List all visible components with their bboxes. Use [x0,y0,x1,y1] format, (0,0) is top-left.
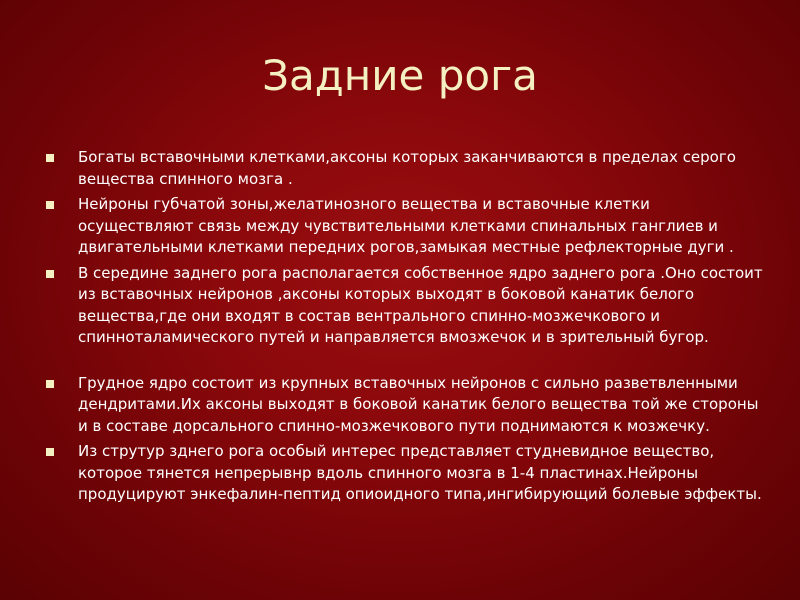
bullet-item [46,147,766,190]
bullet-item [46,373,766,438]
bullet-list [46,147,766,510]
square-bullet-icon [46,380,54,388]
bullet-item [46,263,766,349]
bullet-text: В середине заднего рога располагается собственное ядро заднего рога .Оно состоит из вставочных нейронов ,аксоны которых выходят в боковой канатик белого вещества,где они входят в состав вентрального спинно-мозжечкового и спинноталамического путей и направляется вмозжечок и в зрительный бугор. [78,263,763,346]
square-bullet-icon [46,154,54,162]
bullet-item [46,194,766,259]
bullet-text: Богаты вставочными клетками,аксоны которых заканчиваются в пределах серого вещества спинного мозга . [78,148,736,188]
square-bullet-icon [46,201,54,209]
square-bullet-icon [46,270,54,278]
bullet-text: Грудное ядро состоит из крупных вставочных нейронов с сильно разветвленными дендритами.Их аксоны выходят в боковой канатик белого вещества той же стороны и в составе дорсального спинно-мозжечкового пути поднимаются к мозжечку. [78,373,759,435]
square-bullet-icon [46,448,54,456]
bullet-text: Из струтур здн​его рога особый интерес представляет студневидное вещество, которое тянется непрерывнр вдоль спинного мозга в 1-4 пластинах.Нейроны продуцируют энкефалин-пептид опиоидного типа,ингибирующий болевые эффекты. [78,442,762,503]
bullet-item [46,441,766,506]
bullet-text: Нейроны губчатой зоны,желатинозного вещества и вставочные клетки осуществляют связь между чувствительными клетками спинальных ганглиев и двигательными клетками передних рогов,замыкая местные рефлекторные дуги . [78,195,734,256]
slide-title: Задние рога [262,51,538,100]
